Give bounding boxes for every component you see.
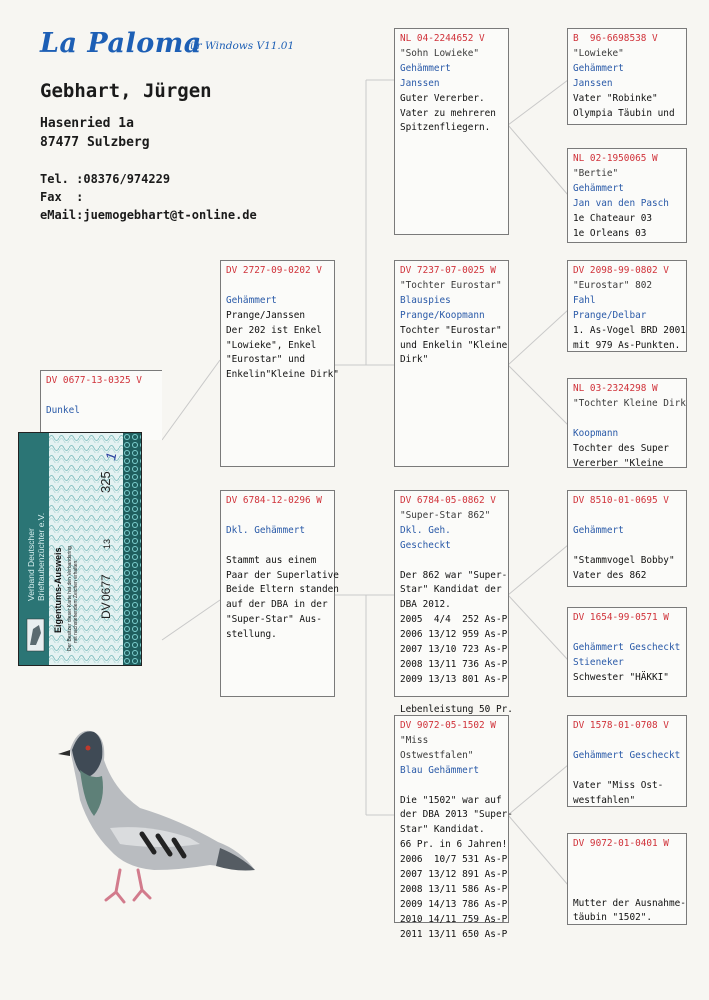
pedigree-father bbox=[220, 260, 339, 467]
note-line: Guter Vererber. bbox=[400, 92, 485, 104]
note-line: DBA 2012. bbox=[400, 599, 451, 611]
pigeon-name: "Sohn Lowieke" bbox=[400, 47, 480, 59]
note-line: Mutter der Ausnahme- bbox=[573, 897, 686, 909]
pigeon-name: "Miss Ostwestfalen" bbox=[400, 734, 474, 761]
note-line: Enkelin"Kleine Dirk" bbox=[226, 369, 339, 381]
note-line: Vererber "Kleine bbox=[573, 457, 664, 469]
note-line: "Stammvogel Bobby" bbox=[573, 554, 675, 566]
owner-tel: Tel. :08376/974229 bbox=[40, 172, 171, 186]
breed-line: Prange/Janssen bbox=[226, 309, 306, 321]
breed-line: Janssen bbox=[400, 77, 440, 89]
note-line: 66 Pr. in 6 Jahren! bbox=[400, 839, 508, 851]
plumage-color: Gehämmert Gescheckt bbox=[573, 749, 681, 761]
card-mark: 1 bbox=[102, 451, 120, 462]
card-ring-number: 0677 bbox=[99, 574, 113, 601]
result-line: 2009 13/13 801 As-P bbox=[400, 673, 508, 685]
pedigree-mmf bbox=[567, 715, 687, 807]
owner-fax: Fax : bbox=[40, 190, 84, 204]
note-line: und Enkelin "Kleine bbox=[400, 339, 508, 351]
result-line: 2008 13/11 736 As-P bbox=[400, 658, 508, 670]
ring-number: DV 1578-01-0708 V bbox=[573, 720, 669, 731]
plumage-color: Dkl. Gehämmert bbox=[226, 524, 306, 536]
plumage-color: Gehämmert Gescheckt bbox=[573, 641, 681, 653]
card-fineprint-2: mit nachstehendem Zeichen erhalten: bbox=[73, 559, 79, 643]
result-line: 2008 13/11 586 As-P bbox=[400, 883, 508, 895]
note-line: 1e Chateaur 03 bbox=[573, 212, 653, 224]
note-line: Stammt aus einem bbox=[226, 554, 317, 566]
breed-line: Prange/Delbar bbox=[573, 309, 647, 321]
result-line: 2005 4/4 252 As-P bbox=[400, 614, 508, 626]
note-line: der DBA 2013 "Super- bbox=[400, 809, 513, 821]
owner-name: Gebhart, Jürgen bbox=[40, 80, 212, 102]
note-line: Beide Eltern standen bbox=[226, 584, 339, 596]
pedigree-fff bbox=[567, 28, 687, 125]
pedigree-fmm bbox=[567, 378, 687, 468]
pigeon-name: "Bertie" bbox=[573, 167, 619, 179]
ring-number: B 96-6698538 V bbox=[573, 33, 658, 44]
pigeon-name: "Lowieke" bbox=[573, 47, 624, 59]
ring-number: DV 1654-99-0571 W bbox=[573, 612, 669, 623]
pedigree-mff bbox=[567, 490, 687, 587]
breed-line: Janssen bbox=[573, 77, 613, 89]
ring-number: DV 6784-12-0296 W bbox=[226, 495, 322, 506]
plumage-color: Gehämmert bbox=[573, 62, 624, 74]
note-line: Tochter des Super bbox=[573, 442, 669, 454]
note-line: täubin "1502". bbox=[573, 912, 653, 924]
card-prefix: DV bbox=[99, 602, 113, 619]
plumage-color: Gehämmert bbox=[226, 294, 277, 306]
plumage-color: Blauspies bbox=[400, 294, 451, 306]
ownership-card bbox=[18, 432, 142, 666]
pedigree-ff bbox=[394, 28, 509, 235]
note-line: Star" Kandidat der bbox=[400, 584, 502, 596]
pigeon-illustration bbox=[50, 720, 260, 910]
ring-number: NL 03-2324298 W bbox=[573, 383, 658, 394]
result-line: 2009 14/13 786 As-P bbox=[400, 898, 508, 910]
plumage-color: Fahl bbox=[573, 294, 596, 306]
pigeon-name: "Eurostar" 802 bbox=[573, 279, 653, 291]
note-line: Vater "Robinke" bbox=[573, 92, 658, 104]
note-line: Vater "Miss Ost- bbox=[573, 779, 664, 791]
ring-number: NL 02-1950065 W bbox=[573, 153, 658, 164]
note-line: Paar der Superlative bbox=[226, 569, 339, 581]
note-line: Vater des 862 bbox=[573, 569, 647, 581]
result-line: 2006 10/7 531 As-P bbox=[400, 854, 508, 866]
result-line: 2007 13/12 891 As-P bbox=[400, 869, 508, 881]
pigeon-name: "Super-Star 862" bbox=[400, 509, 491, 521]
ownership-card-graphic bbox=[19, 433, 141, 665]
breed-line: Stieneker bbox=[573, 656, 624, 668]
pigeon-name: "Tochter Kleine Dirk bbox=[573, 397, 686, 409]
card-org-line1: Verband Deutscher bbox=[26, 528, 36, 601]
ring-number: DV 9072-05-1502 W bbox=[400, 720, 496, 731]
note-line: westfahlen" bbox=[573, 794, 636, 806]
ring-number: DV 9072-01-0401 W bbox=[573, 838, 669, 849]
result-line: 2007 13/10 723 As-P bbox=[400, 644, 508, 656]
note-line: Schwester "HÄKKI" bbox=[573, 671, 669, 683]
breed-line: Prange/Koopmann bbox=[400, 309, 485, 321]
note-line: Olympia Täubin und bbox=[573, 107, 675, 119]
note-line: Tochter "Eurostar" bbox=[400, 324, 502, 336]
note-line: stellung. bbox=[226, 629, 277, 641]
card-org-line2: Brieftaubenzüchter e.V. bbox=[36, 512, 46, 601]
card-title: Eigentums-Ausweis bbox=[53, 547, 63, 633]
plumage-color: Dkl. Geh. Gescheckt bbox=[400, 524, 451, 551]
note-line: 1. As-Vogel BRD 2001 bbox=[573, 324, 686, 336]
pedigree-mother bbox=[220, 490, 339, 697]
ring-number: DV 0677-13-0325 V bbox=[46, 375, 142, 386]
breed-line: Koopmann bbox=[573, 427, 619, 439]
ring-number: DV 2098-99-0802 V bbox=[573, 265, 669, 276]
app-version: für Windows V11.01 bbox=[186, 40, 295, 52]
plumage-color: Gehämmert bbox=[573, 182, 624, 194]
note-line: "Eurostar" und bbox=[226, 354, 306, 366]
breed-line: Jan van den Pasch bbox=[573, 197, 669, 209]
owner-street: Hasenried 1a bbox=[40, 116, 134, 131]
ring-number: DV 7237-07-0025 W bbox=[400, 265, 496, 276]
note-line: Star" Kandidat. bbox=[400, 824, 485, 836]
card-ring-year: 13 bbox=[102, 538, 112, 549]
owner-city: 87477 Sulzberg bbox=[40, 135, 150, 150]
note-line: mit 979 As-Punkten. bbox=[573, 339, 681, 351]
pedigree-mf bbox=[394, 490, 513, 715]
note-line: Die "1502" war auf bbox=[400, 794, 502, 806]
card-ring-seq: 325 bbox=[98, 471, 113, 493]
note-line: Spitzenfliegern. bbox=[400, 122, 491, 134]
result-line: 2011 13/11 650 As-P bbox=[400, 928, 508, 940]
ring-number: DV 2727-09-0202 V bbox=[226, 265, 322, 276]
note-line: Vater zu mehreren bbox=[400, 107, 496, 119]
ring-number: DV 6784-05-0862 V bbox=[400, 495, 496, 506]
note-line: Dirk" bbox=[400, 354, 429, 366]
result-line: 2006 13/12 959 As-P bbox=[400, 629, 508, 641]
pedigree-subject bbox=[40, 370, 162, 440]
pedigree-ffm bbox=[567, 148, 687, 243]
result-line: 2010 14/11 759 As-P bbox=[400, 913, 508, 925]
note-line: "Lowieke", Enkel bbox=[226, 339, 317, 351]
pigeon-name: "Tochter Eurostar" bbox=[400, 279, 502, 291]
note-line: Der 202 ist Enkel bbox=[226, 324, 322, 336]
pedigree-fm bbox=[394, 260, 509, 467]
plumage-color: Gehämmert bbox=[573, 524, 624, 536]
pedigree-mfm bbox=[567, 607, 687, 697]
note-line: "Super-Star" Aus- bbox=[226, 614, 322, 626]
note-line: Der 862 war "Super- bbox=[400, 569, 508, 581]
note-line: 1e Orleans 03 bbox=[573, 227, 647, 239]
note-line: auf der DBA in der bbox=[226, 599, 328, 611]
pedigree-mmm bbox=[567, 833, 687, 925]
card-fineprint-1: Der Besitzer dieser Karte hat den Verbandsring bbox=[67, 546, 73, 651]
plumage-color: Dunkel bbox=[46, 404, 80, 416]
pedigree-fmf bbox=[567, 260, 687, 352]
plumage-color: Gehämmert bbox=[400, 62, 451, 74]
owner-email: eMail:juemogebhart@t-online.de bbox=[40, 208, 257, 222]
ring-number: NL 04-2244652 V bbox=[400, 33, 485, 44]
lifetime-result: Lebenleistung 50 Pr. bbox=[400, 703, 513, 715]
pedigree-mm bbox=[394, 715, 513, 940]
app-logo: La Paloma bbox=[40, 28, 202, 59]
ring-number: DV 8510-01-0695 V bbox=[573, 495, 669, 506]
plumage-color: Blau Gehämmert bbox=[400, 764, 480, 776]
